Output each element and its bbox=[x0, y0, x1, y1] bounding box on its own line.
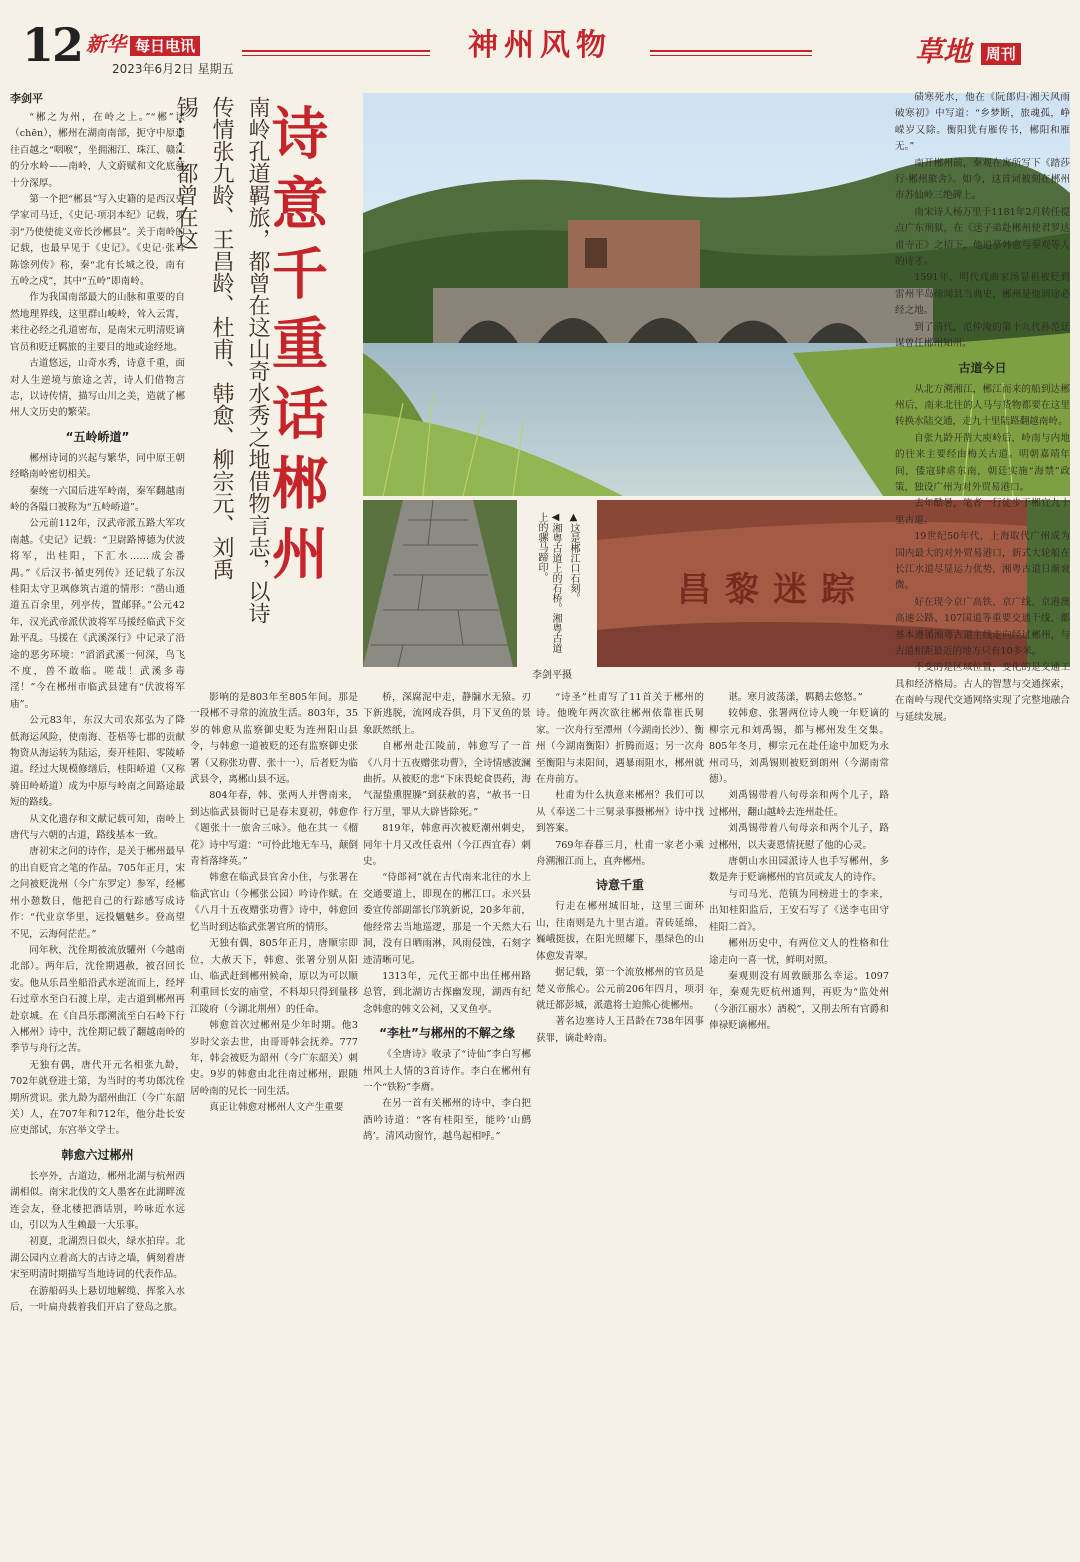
paragraph: 谌。寒月波荡漾，羁鹅去悠悠。” bbox=[728, 692, 863, 703]
paragraph: 无独有偶，唐代开元名相张九龄，702年就登进士第，为当时的考功郎沈佺期所赏识。张九龄为韶州曲江（今广东韶关）人，在707年和712年，他分赴长安应吏部试，东宫举文学士。 bbox=[10, 1059, 185, 1137]
photo-stone-road bbox=[363, 500, 517, 667]
paragraph: 南开郴州前，秦观在寓所写下《踏莎行·郴州旅舍》。如今，这首词被刻在郴州市苏仙岭三绝碑上。 bbox=[895, 157, 1070, 202]
paragraph: 桥，深腐泥中走，静牖水无猿。刃下新逃脱，流网成吞俱，月下叉鱼的景象跃然纸上。 bbox=[363, 692, 531, 736]
paragraph: 不变的是区域位置，变化的是交通工具和经济格局。古人的智慧与交通探索，在南岭与现代交通网络实现了完整地融合与延续发展。 bbox=[895, 662, 1070, 723]
supplement-name: 草地 bbox=[915, 35, 972, 68]
col3b-paragraphs bbox=[363, 1047, 531, 1145]
subhead-shiyi: 诗意千重 bbox=[595, 878, 644, 893]
paragraph: 初夏，北湖烈日似火，绿水拍岸。北湖公园内立着高大的古诗之墙，俩刻着唐宋至明清时期描写当地诗词的代表作品。 bbox=[10, 1236, 185, 1281]
paragraph: 真正让韩愈对郴州人文产生重要 bbox=[209, 1102, 344, 1114]
col5-paragraphs bbox=[709, 690, 889, 1035]
paragraph: 秦观则没有周敦颐那么幸运。1097年，秦观先贬杭州通判，再贬为“监处州（今浙江丽水）酒税”，又削去所有官爵和俸禄贬谪郴州。 bbox=[709, 970, 889, 1032]
caption-road: ▲这是郴江口石刻。 bbox=[568, 512, 579, 603]
paragraph: 从北方溯湘江，郴江而来的船到达郴州后，南来北往的人马与货物都要在这里转换水陆交通，走九十里陆路翻越南岭。 bbox=[895, 383, 1070, 428]
paragraph: 郴州诗词的兴起与繁华，同中原王朝经略南岭密切相关。 bbox=[10, 452, 185, 481]
paragraph: 较韩愈、张署两位诗人晚一年贬谪的柳宗元和刘禹锡，都与郴州发生交集。805年冬月，柳宗元在赴任途中加贬为永州司马，刘禹锡则被贬到朗州（今湖南常德）。 bbox=[709, 708, 889, 786]
carving-inscription: 昌黎迷踪 bbox=[677, 570, 869, 610]
paragraph: 长亭外，古道边，郴州北湖与杭州西湖相似。南宋北伐的文人墨客在此湖畔流连会友，登北楼把酒话别，吟咏近水远山，引以为人生赖最一大乐事。 bbox=[10, 1170, 185, 1231]
text-column-5 bbox=[709, 690, 889, 1555]
paragraph: 公元83年，东汉大司农郑弘为了降低海运风险，使南海、苍梧等七郡的贡献物资从海运转为陆运，奏开桂阳、零陵峤道。经过大规模修缮后，桂阳峤道（又称骑田岭峤道）成为中原与岭南之间路途最短的路线。 bbox=[10, 715, 185, 809]
paragraph: 刘禹锡带着八旬母亲和两个儿子，路过郴州，以夫妻恩情抚慰了他的心灵。 bbox=[709, 823, 889, 851]
text-column-2 bbox=[190, 690, 358, 1555]
text-column-6 bbox=[895, 90, 1070, 1555]
supplement-logo bbox=[915, 30, 1021, 70]
text-column-3 bbox=[363, 690, 531, 1555]
paragraph: 从文化遗存和文献记载可知，南岭上唐代与六朝的古道，路线基本一致。 bbox=[10, 813, 185, 842]
byline: 李剑平 bbox=[10, 92, 43, 105]
paragraph: 碛寒死水，他在《阮郎归·湘天风雨破寒初》中写道：“乡梦断，旅魂孤，峥嵘岁又除。衡阳犹有雁传书，郴阳和雁无。” bbox=[895, 92, 1070, 153]
paragraph: 唐朝山水田园派诗人也手写郴州，多数是奔于贬谪郴州的官员或友人的诗作。 bbox=[709, 856, 889, 884]
paragraph: “诗圣”杜甫写了11首关于郴州的诗。他晚年两次欲往郴州依靠崔氏舅家。一次舟行至潭州（今湖南长沙）、衡州（今湖南衡阳）折腾而返；另一次舟至衡阳与耒阳间，遇暴雨阻水，郴州就在舟前方。 bbox=[536, 692, 704, 786]
paragraph: 行走在郴州城旧址，这里三面环山，往南则是九十里古道。青砖延绵，巍峨挺拔，在阳光照耀下，墨绿色的山体愈发青翠。 bbox=[536, 901, 704, 962]
paragraph: 唐初宋之问的诗作，是关于郴州最早的出自贬官之笔的作品。705年正月，宋之问被贬泷州（今广东罗定）参军，经郴州小憩数日，他把自己的行踪感写成诗作：“代业京华里，远投魑魅乡。登高望不见，云海何茫茫。” bbox=[10, 846, 185, 940]
subhead-wuling: “五岭峤道” bbox=[65, 429, 130, 444]
col1b-paragraphs bbox=[10, 451, 185, 1140]
paragraph: 刘禹锡带着八旬母亲和两个儿子，路过郴州，翻山越岭去连州赴任。 bbox=[709, 790, 889, 818]
paragraph: “郴之为州，在岭之上。”“郴”读（chēn），郴州在湖南南部，扼守中原通往百越之“咽喉”，坐拥湘江、珠江、赣江的分水岭——南岭，人文蔚赋和文化底蕴十分深厚。 bbox=[10, 112, 185, 189]
paragraph: 秦统一六国后进军岭南，秦军翻越南岭的各隘口被称为“五岭峤道”。 bbox=[10, 485, 185, 513]
supplement-sub: 周刊 bbox=[981, 43, 1021, 65]
paragraph: 第一个把“郴县”写入史籍的是西汉史学家司马迁，《史记·项羽本纪》记载，项羽“乃使使徙义帝长沙郴县”。关于南岭的记载，也最早见于《史记》。《史记·张耳陈馀列传》称，秦“北有长城之役，南有五岭之戍”，其中“五岭”即南岭。 bbox=[10, 194, 185, 288]
col6-paragraphs bbox=[895, 90, 1070, 353]
paragraph: “侍郎祠”就在古代南来北往的水上交通要道上，即现在的郴江口。永兴县委宣传部副部长邝筑新说，20多年前，他经常去当地巡逻，那是一个天然大石洞，没有日晒雨淋，风雨侵蚀，石刻字迹清晰可见。 bbox=[363, 872, 531, 966]
section-title: 神州风物 bbox=[430, 16, 650, 76]
paragraph: 19世纪50年代，上海取代广州成为国内最大的对外贸易港口，新式大轮船在长江水道尽显运力优势，湘粤古道日渐衰微。 bbox=[895, 531, 1070, 592]
paragraph: 与司马光、范镇为同榜进士的李来，出知桂阳监后，王安石写了《送李屯田守桂阳二首》。 bbox=[709, 888, 889, 933]
paragraph: 自张九龄开凿大庾岭后，岭南与内地的往来主要经由梅关古道。明朝嘉靖年间，倭寇肆虐东南，朝廷实施“海禁”政策，独设广州为对外贸易港口。 bbox=[895, 432, 1070, 493]
paragraph: 好在现今京广高铁、京广线、京港澳高速公路、107国道等重要交通干线，都基本遵循湘粤古道主线走向经过郴州，与古道相距最近的地方只有10多米。 bbox=[895, 596, 1070, 657]
photo-credit: 李剑平摄 bbox=[532, 670, 572, 681]
paragraph: 古道悠远，山奇水秀，诗意千重，面对人生逆境与旅途之苦，诗人们借物言志，以诗传情，描写山川之美，造就了郴州人文历史的繁荣。 bbox=[10, 358, 185, 419]
paragraph: 南宋诗人杨万里于1181年2月转任提点广东刑狱，在《送子弟赴郴州使君罗达甫寺正》之招下，他追慕韩愈与秦观等人的诗才。 bbox=[895, 206, 1070, 268]
col1c-paragraphs bbox=[10, 1169, 185, 1317]
text-column-1 bbox=[10, 90, 185, 1555]
paragraph: 819年，韩愈再次被贬潮州刺史，同年十月又改任袁州（今江西宜春）刺史。 bbox=[363, 823, 531, 868]
issue-date: 2023年6月2日 星期五 bbox=[112, 62, 234, 76]
brand-sub: 每日电讯 bbox=[130, 36, 200, 56]
paragraph: 无独有偶，805年正月，唐顺宗即位，大赦天下，韩愈、张署分别从阳山、临武赶到郴州候命，原以为可以顺利重回长安的庙堂，不料却只得到量移江陵府（今湖北荆州）的任命。 bbox=[190, 938, 358, 1015]
paragraph: 《全唐诗》收录了“诗仙”李白写郴州风土人情的3首诗作。李白在郴州有一个“铁粉”李膺。 bbox=[363, 1049, 531, 1093]
paragraph: 公元前112年，汉武帝派五路大军攻南越。《史记》记载：“卫尉路博德为伏波将军，出桂阳，下汇水……成会番禺。”《后汉书·循吏列传》还记载了东汉桂阳太守卫飒修筑古道的情形：“凿山通道五百余里，列亭传，置邮驿。”公元42年，汉光武帝派伏波将军马援经临武下交趾平乱。马援在《武溪深行》中记录了沿途的恶劣环境：“滔滔武溪一何深，鸟飞不度，兽不敢临。嗟哉！武溪多毒淫！”今在郴州市临武县建有“伏波将军庙”。 bbox=[10, 518, 185, 710]
paragraph: 在另一首有关郴州的诗中，李白把酒吟诗道：“客有桂阳至，能吟‘山鹧鸪’。清风动窗竹，越鸟起相呼。” bbox=[363, 1098, 531, 1143]
paragraph: 据记载，第一个流放郴州的官员是楚义帝熊心。公元前206年四月，项羽就迁都彭城，派遣将士迫熊心徙郴州。 bbox=[536, 967, 704, 1011]
paragraph: 自郴州赴江陵前，韩愈写了一首《八月十五夜赠张功曹》，全诗情感波澜曲折。从被贬的悲“下床畏蛇食畏药，海气湿蛰熏腥臊”到获赦的喜，“赦书一日行万里，罪从大辟皆除死。” bbox=[363, 741, 531, 818]
paragraph: 769年春暮三月，杜甫一家老小乘舟溯湘江而上，直奔郴州。 bbox=[536, 839, 704, 868]
paragraph: 韩愈在临武县官舍小住，与张署在临武官山（今郴张公园）吟诗作赋。在《八月十五夜赠张功曹》诗中，韩愈回忆当时到达临武张署官所的情形。 bbox=[190, 872, 358, 933]
brand-name: 新华 bbox=[86, 32, 126, 56]
paragraph: 郴州历史中，有两位文人的性格和仕途走向一喜一忧，鲜明对照。 bbox=[709, 938, 889, 966]
paragraph: 1591年，明代戏曲家汤显祖被贬到雷州半岛徐闻县当典史，郴州是他调途必经之地。 bbox=[895, 272, 1070, 317]
subhead-libai-dufu: “李杜”与郴州的不解之缘 bbox=[379, 1026, 515, 1041]
paragraph: 杜甫为什么执意来郴州？我们可以从《奉送二十三舅录事摄郴州》诗中找到答案。 bbox=[536, 790, 704, 835]
subhead-hanyu: 韩愈六过郴州 bbox=[61, 1147, 134, 1162]
col3-paragraphs bbox=[363, 690, 531, 1018]
paragraph: 在游船码头上悬切地解缆、挥浆入水后，一叶扁舟载着我们开启了登岛之旅。 bbox=[10, 1285, 185, 1314]
paragraph: 著名边塞诗人王昌龄在738年因事获罪，谪赴岭南。 bbox=[536, 1016, 704, 1044]
paragraph: 作为我国南部最大的山脉和重要的自然地理界线，这里群山峻岭，耸入云霄，来往必经之孔道密布，是南宋元明清贬谪官员和贬迁羁旅的主要目的地或途经地。 bbox=[10, 292, 185, 353]
col6b-paragraphs bbox=[895, 382, 1070, 727]
paragraph: 去年酷暑，笔者一行徒步于郴宜九十里古道。 bbox=[895, 498, 1070, 526]
paragraph: 影响的是803年至805年间。那是一段郴不寻常的流放生活。803年，35岁的韩愈从监察御史贬为连州阳山县令，与韩愈一道被贬的还有监察御史张署（又称张功曹、张十一），后者贬为临武县令，离郴山县不远。 bbox=[190, 692, 358, 786]
masthead-brand bbox=[86, 28, 200, 57]
text-column-4 bbox=[536, 690, 704, 1555]
paragraph: 同年秋，沈佺期被流放驩州（今越南北部）。两年后，沈佺期遇赦，被召回长安。他从乐昌坐船沿武水逆流而上，经坪石过章水至白石渡上岸，走古道到郴州再赴京城。在《自昌乐郡溯流至白石岭下行入郴州》诗中，沈佺期记载了翻越南岭的季节与舟行之苦。 bbox=[10, 944, 185, 1055]
caption-carving: ◀湘粤古道上的石桥。湘粤古道上的骡马蹄印。 bbox=[536, 512, 561, 653]
col1-paragraphs bbox=[10, 110, 185, 422]
stone-road-illustration bbox=[363, 500, 517, 667]
col4b-paragraphs bbox=[536, 899, 704, 1047]
paragraph: 1313年，元代王都中出任郴州路总管，到北湖访古探幽发现，湖西有纪念韩愈的韩文公祠，又叉鱼亭。 bbox=[363, 970, 531, 1015]
page-number: 12 bbox=[22, 18, 83, 72]
subhead-gudao: 古道今日 bbox=[958, 360, 1007, 375]
article-headline: 诗意千重话郴州 bbox=[263, 104, 329, 594]
page-header bbox=[0, 0, 1080, 82]
paragraph: 到了清代，范仲淹的第十九代孙范廷谋曾任郴州知州。 bbox=[895, 321, 1070, 350]
paragraph: 韩愈首次过郴州是少年时期。他3岁时父亲去世，由哥哥韩会抚养。777年，韩会被贬为韶州（今广东韶关）刺史。9岁的韩愈由北往南过郴州，跟随居岭南的兄长一同生活。 bbox=[190, 1020, 358, 1097]
paragraph: 804年春，韩、张两人并辔南来，到达临武县衙时已是春末夏初，韩愈作《题张十一旅舍三咏》。他在其一《榴花》诗中写道：“可怜此地无车马，颠倒青苔落绛英。” bbox=[190, 790, 358, 868]
col2-paragraphs bbox=[190, 690, 358, 1117]
article-deck: 南岭孔道羁旅，都曾在这山奇水秀之地借物言志，以诗传情张九龄、王昌龄、杜甫、韩愈、柳宗元、刘禹锡……都曾在这 bbox=[173, 96, 270, 624]
col4-paragraphs bbox=[536, 690, 704, 870]
